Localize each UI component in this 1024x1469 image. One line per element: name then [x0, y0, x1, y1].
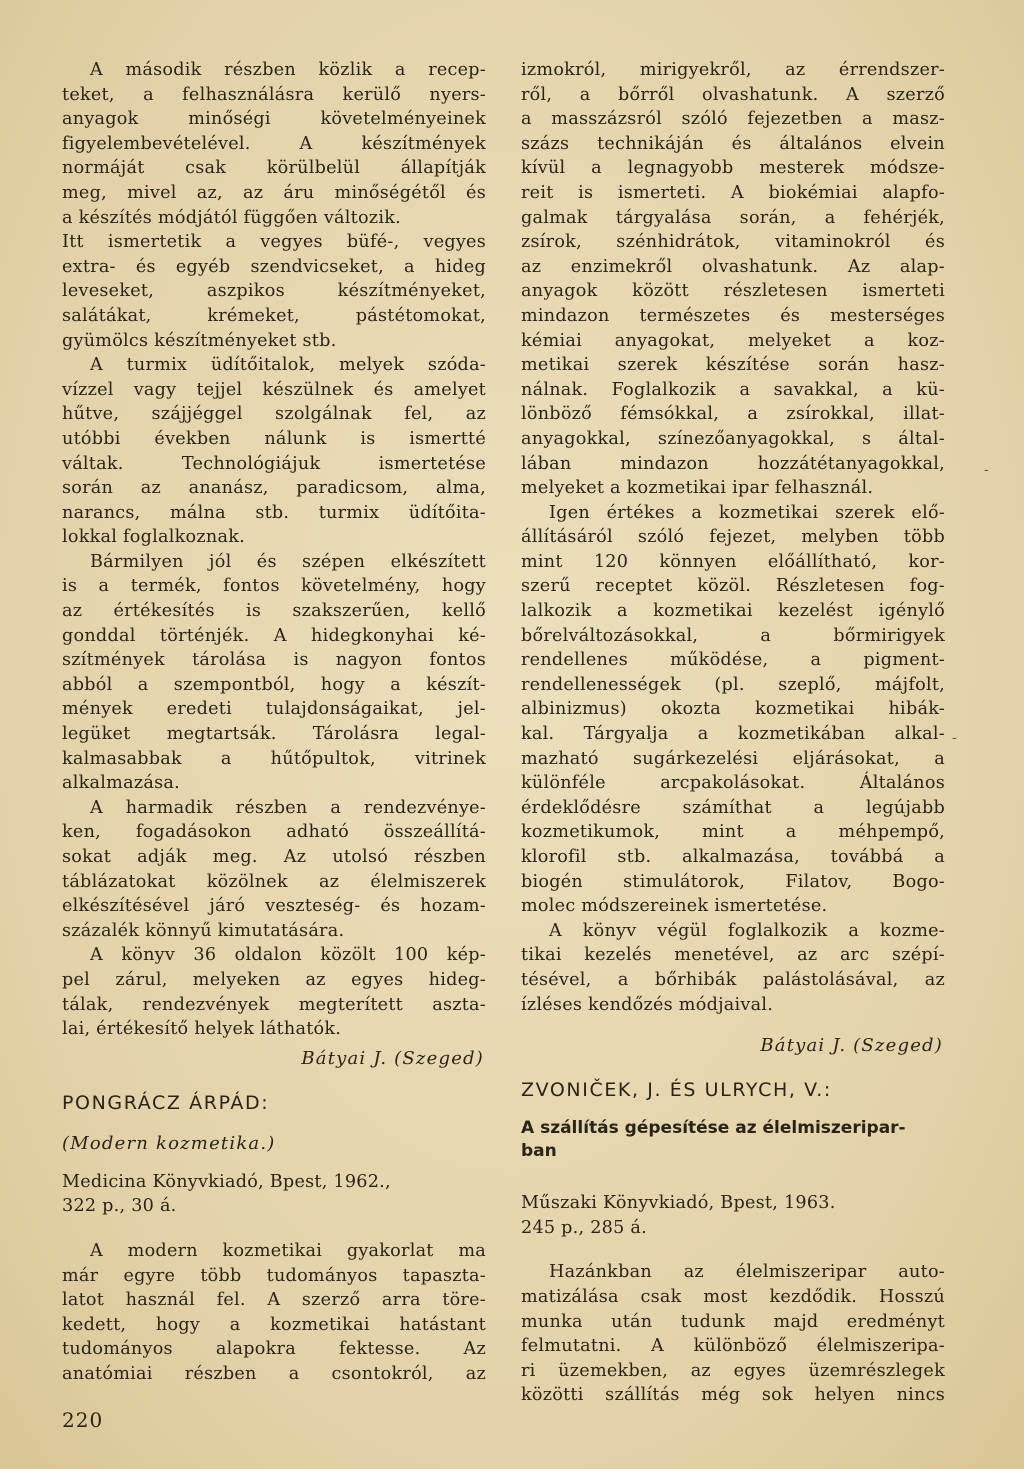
text-line: szerű receptet közöl. Részletesen fog- [521, 576, 945, 597]
review-body-text [62, 1239, 486, 1387]
left-column [62, 58, 486, 1387]
left-signature: Bátyai J. (Szeged) [301, 1047, 484, 1069]
text-line: meg, mivel az, az áru minőségétől és [62, 182, 486, 203]
text-line: különféle arcpakolásokat. Általános [521, 773, 945, 794]
text-line: százs technikáján és általános elvein [521, 133, 945, 154]
text-line: ken, fogadásokon adható összeállítá- [62, 822, 486, 843]
text-line: kémiai anyagokat, melyeket a koz- [521, 330, 945, 351]
text-line: A modern kozmetikai gyakorlat ma [90, 1240, 486, 1261]
review-book-title-2 [521, 1117, 945, 1163]
title-line: A szállítás gépesítése az élelmiszeripar- [521, 1118, 906, 1139]
text-line: reit is ismerteti. A biokémiai alapfo- [521, 182, 945, 203]
text-line: tudományos alapokra fektesse. Az [62, 1339, 486, 1360]
publisher-line: 322 p., 30 á. [62, 1196, 177, 1217]
review-body-text-2 [521, 1260, 945, 1408]
text-line: bőrelváltozásokkal, a bőrmirigyek [521, 625, 945, 646]
review-publisher-info-2 [521, 1191, 945, 1240]
text-line: A könyv 36 oldalon közölt 100 kép- [90, 945, 486, 966]
text-line: munka után tudunk majd eredményt [521, 1311, 945, 1332]
text-line: metikai szerek készítése során hasz- [521, 355, 945, 376]
text-line: állításáról szóló fejezet, melyben több [521, 527, 945, 548]
text-line: abból a szempontból, hogy a készít- [62, 674, 486, 695]
text-line: az értékesítés is szakszerűen, kellő [62, 601, 486, 622]
review-author: PONGRÁCZ ÁRPÁD: [62, 1091, 270, 1114]
text-line: molec módszereinek ismertetése. [521, 896, 828, 917]
text-line: mények eredeti tulajdonságaikat, jel- [62, 699, 486, 720]
text-line: teket, a felhasználásra kerülő nyers- [62, 84, 486, 105]
text-line: tésével, a bőrhibák palástolásával, az [521, 969, 945, 990]
text-line: ri üzemekben, az egyes üzemrészlegek [521, 1360, 945, 1381]
page-number: 220 [62, 1408, 104, 1432]
right-signature: Bátyai J. (Szeged) [760, 1035, 943, 1057]
text-line: ről, a bőrről olvashatunk. A szerző [521, 84, 945, 105]
text-line: melyeket a kozmetikai ipar felhasznál. [521, 478, 874, 499]
text-line: mazható sugárkezelési eljárásokat, a [521, 748, 945, 769]
text-line: matizálása csak most kezdődik. Hosszú [521, 1286, 945, 1307]
text-line: Igen értékes a kozmetikai szerek elő- [549, 502, 945, 523]
text-line: pel zárul, melyeken az egyes hideg- [62, 969, 486, 990]
text-line: gonddal történjék. A hidegkonyhai ké- [62, 625, 486, 646]
text-line: lokkal foglalkoznak. [62, 527, 245, 548]
right-body-text [521, 58, 945, 1017]
text-line: anyagok között részletesen ismerteti [521, 281, 945, 302]
text-line: közötti szállítás még sok helyen nincs [521, 1385, 945, 1406]
title-line: ban [521, 1141, 557, 1162]
text-line: utóbbi években nálunk is ismertté [62, 428, 486, 449]
text-line: figyelembevételével. A készítmények [62, 133, 486, 154]
publisher-line: Medicina Könyvkiadó, Bpest, 1962., [62, 1171, 391, 1192]
text-line: mindazon természetes és mesterséges [521, 305, 945, 326]
text-line: érdeklődésre számíthat a legújabb [521, 797, 945, 818]
text-line: kívül a legnagyobb mesterek módsze- [521, 158, 945, 179]
text-line: kal. Tárgyalja a kozmetikában alkal- [521, 724, 945, 745]
text-line: kozmetikumok, mint a méhpempő, [521, 822, 945, 843]
text-line: extra- és egyéb szendvicseket, a hideg [62, 256, 486, 277]
text-line: Bármilyen jól és szépen elkészített [90, 551, 486, 572]
left-body-text [62, 58, 486, 1042]
text-line: klorofil stb. alkalmazása, továbbá a [521, 847, 945, 867]
text-line: felmutatni. A különböző élelmiszeripa- [521, 1336, 945, 1357]
review-author-2: ZVONIČEK, J. ÉS ULRYCH, V.: [521, 1079, 832, 1102]
text-line: legüket megtartsák. Tárolásra legal- [62, 724, 486, 745]
text-line: elkészítésével járó veszteség- és hozam- [62, 896, 486, 917]
margin-mark: - [984, 462, 989, 478]
text-line: is a termék, fontos követelmény, hogy [62, 576, 486, 597]
text-line: lában mindazon hozzátétanyagokkal, [521, 453, 945, 474]
text-line: A könyv végül foglalkozik a kozme- [549, 920, 945, 941]
text-line: A második részben közlik a recep- [90, 60, 486, 80]
text-line: már egyre több tudományos tapaszta- [62, 1265, 486, 1286]
review-publisher-info [62, 1170, 486, 1219]
text-line: kalmasabbak a hűtőpultok, vitrinek [62, 748, 486, 769]
text-line: Itt ismertetik a vegyes büfé-, vegyes [62, 232, 486, 253]
text-line: gyümölcs készítményeket stb. [62, 330, 337, 351]
text-line: Hazánkban az élelmiszeripar auto- [549, 1262, 945, 1283]
right-column [521, 58, 945, 1408]
text-line: lönböző fémsókkal, a zsírokkal, illat- [521, 404, 945, 425]
text-line: narancs, málna stb. turmix üdítőita- [62, 502, 486, 523]
text-line: táblázatokat közölnek az élelmiszerek [62, 871, 486, 892]
text-line: izmokról, mirigyekről, az érrendszer- [521, 60, 945, 80]
text-line: százalék könnyű kimutatására. [62, 920, 345, 941]
text-line: leveseket, aszpikos készítményeket, [62, 281, 486, 302]
text-line: tálak, rendezvények megterített aszta- [62, 994, 486, 1015]
text-line: A turmix üdítőitalok, melyek szóda- [90, 355, 486, 376]
text-line: mint 120 könnyen előállítható, kor- [521, 551, 945, 572]
text-line: A harmadik részben a rendezvénye- [90, 797, 486, 818]
text-line: nálnak. Foglalkozik a savakkal, a kü- [521, 379, 945, 400]
text-line: vízzel vagy tejjel készülnek és amelyet [62, 379, 486, 400]
text-line: anyagokkal, színezőanyagokkal, s által- [521, 428, 945, 449]
text-line: zsírok, szénhidrátok, vitaminokról és [521, 232, 945, 253]
text-line: anatómiai részben a csontokról, az [62, 1363, 486, 1384]
text-line: galmak tárgyalása során, a fehérjék, [521, 207, 945, 228]
text-line: latot használ fel. A szerző arra töre- [62, 1290, 486, 1311]
text-line: lalkozik a kozmetikai kezelést igénylő [521, 601, 945, 622]
text-line: alkalmazása. [62, 773, 180, 794]
text-line: az enzimekről olvashatunk. Az alap- [521, 256, 945, 277]
text-line: a készítés módjától függően változik. [62, 207, 401, 228]
text-line: anyagok minőségi követelményeinek [62, 109, 486, 130]
text-line: kedett, hogy a kozmetikai hatástant [62, 1314, 486, 1335]
publisher-line: 245 p., 285 á. [521, 1217, 647, 1238]
text-line: a masszázsról szóló fejezetben a masz- [521, 109, 945, 130]
text-line: váltak. Technológiájuk ismertetése [62, 453, 486, 474]
text-line: során az ananász, paradicsom, alma, [62, 478, 486, 499]
review-book-title: (Modern kozmetika.) [62, 1132, 276, 1154]
text-line: salátákat, krémeket, pástétomokat, [62, 305, 486, 326]
text-line: albinizmus) okozta kozmetikai hibák- [521, 699, 945, 720]
text-line: sokat adják meg. Az utolsó részben [62, 847, 486, 867]
margin-mark: - [952, 730, 957, 746]
text-line: rendellenességek (pl. szeplő, májfolt, [521, 674, 945, 695]
text-line: biogén stimulátorok, Filatov, Bogo- [521, 871, 945, 892]
text-line: lai, értékesítő helyek láthatók. [62, 1019, 342, 1040]
publisher-line: Műszaki Könyvkiadó, Bpest, 1963. [521, 1193, 836, 1214]
text-line: normáját csak körülbelül állapítják [62, 158, 486, 179]
text-line: szítmények tárolása is nagyon fontos [62, 650, 486, 671]
text-line: hűtve, szájjéggel szolgálnak fel, az [62, 404, 486, 425]
text-line: ízléses kendőzés módjaival. [521, 994, 774, 1015]
text-line: rendellenes működése, a pigment- [521, 650, 945, 671]
text-line: tikai kezelés menetével, az arc szépí- [521, 945, 945, 966]
